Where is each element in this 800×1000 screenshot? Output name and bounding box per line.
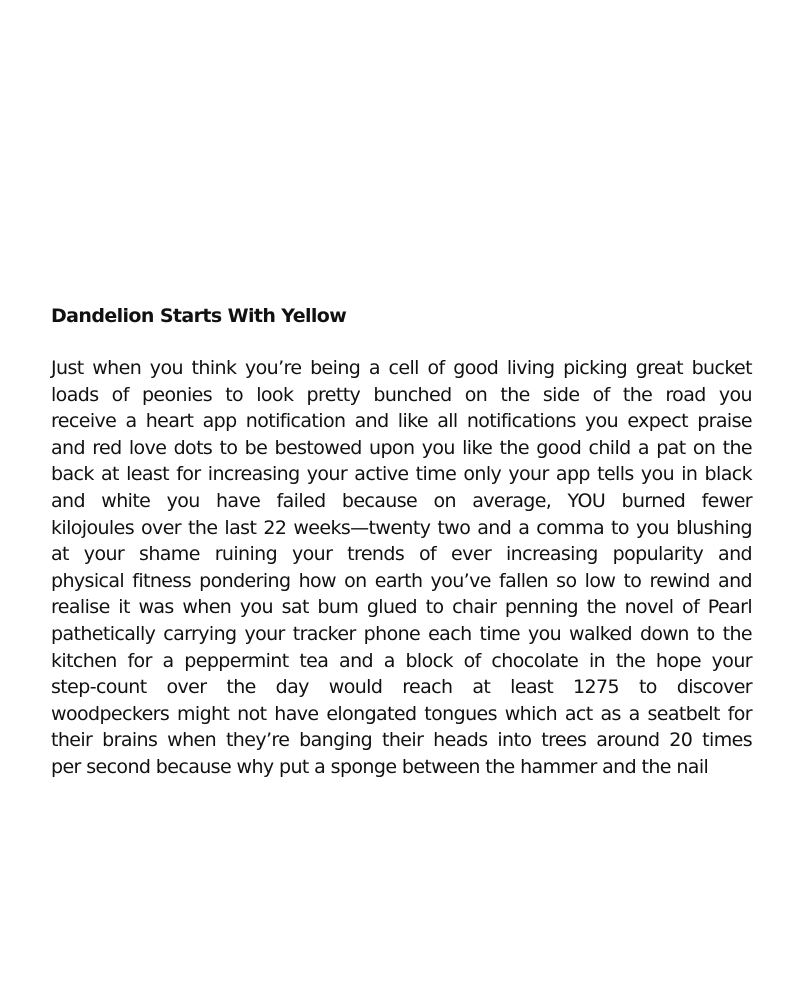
poem-line: and white you have failed because on average, YOU burned fewer (51, 489, 752, 512)
poem-line: their brains when they’re banging their heads into trees around 20 times (51, 729, 752, 752)
poem-line: kilojoules over the last 22 weeks—twenty two and a comma to you blushing (51, 516, 752, 539)
poem-title: Dandelion Starts With Yellow (51, 305, 347, 327)
poem-line: per second because why put a sponge between the hammer and the nail (51, 755, 709, 778)
poem-line: pathetically carrying your tracker phone each time you walked down to the (51, 622, 752, 645)
poem-line: receive a heart app notification and like all notifications you expect praise (51, 410, 752, 433)
poem-line: woodpeckers might not have elongated tongues which act as a seatbelt for (51, 702, 752, 725)
poem-line: kitchen for a peppermint tea and a block of chocolate in the hope your (51, 649, 752, 672)
poem-line: at your shame ruining your trends of ever increasing popularity and (51, 543, 752, 566)
poem-line: step-count over the day would reach at least 1275 to discover (51, 676, 752, 699)
poem-line: back at least for increasing your active time only your app tells you in black (51, 463, 752, 486)
poem-line: realise it was when you sat bum glued to chair penning the novel of Pearl (51, 596, 752, 619)
poem-line: physical fitness pondering how on earth you’ve fallen so low to rewind and (51, 569, 752, 592)
poem-body (51, 355, 752, 781)
poem-line: and red love dots to be bestowed upon you like the good child a pat on the (51, 436, 752, 459)
poem-line: Just when you think you’re being a cell of good living picking great bucket (51, 357, 752, 379)
poem-line: loads of peonies to look pretty bunched on the side of the road you (51, 383, 752, 406)
